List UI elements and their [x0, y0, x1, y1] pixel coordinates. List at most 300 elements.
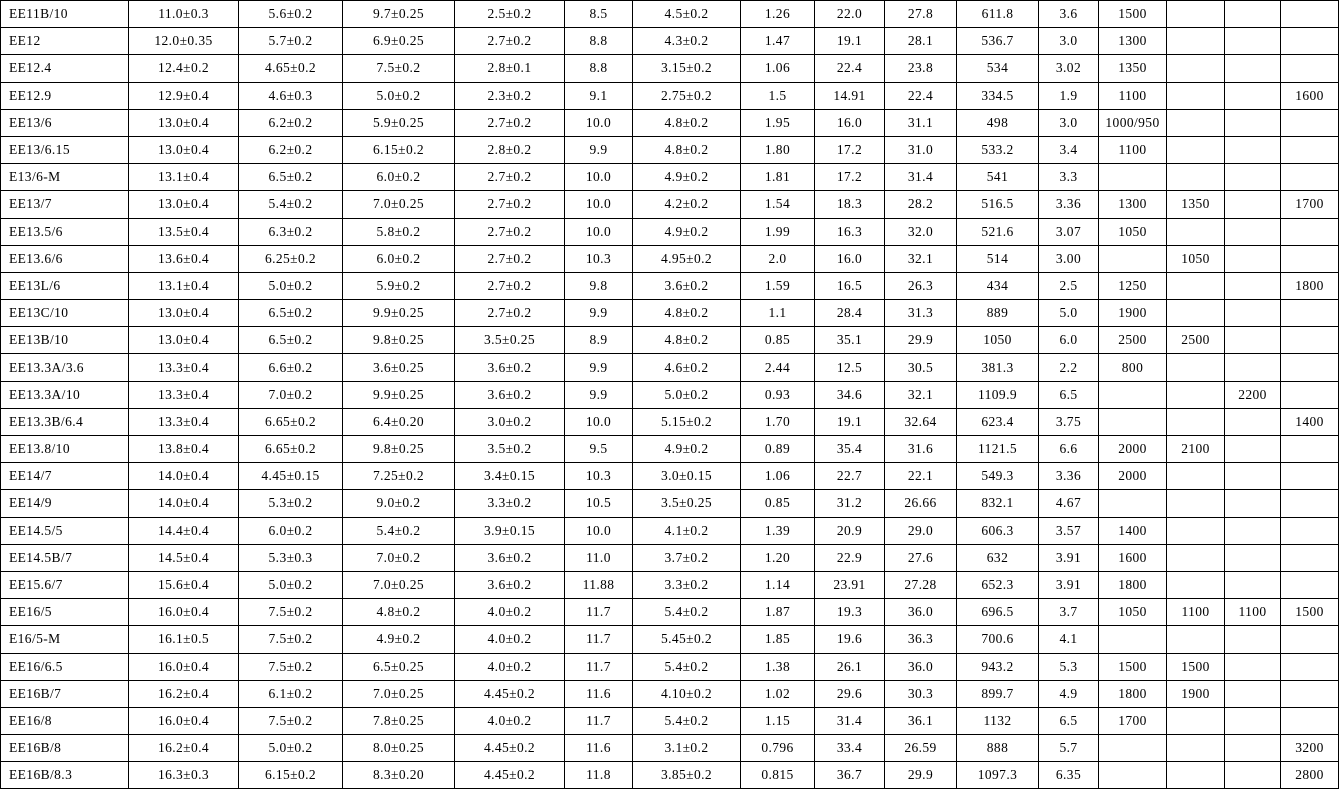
core-type-cell: EE16B/8.3: [1, 762, 129, 789]
data-cell: 534: [957, 55, 1039, 82]
data-cell: 10.0: [565, 218, 633, 245]
data-cell: [1225, 436, 1281, 463]
data-cell: [1225, 327, 1281, 354]
core-type-cell: EE12.9: [1, 82, 129, 109]
data-cell: 22.4: [885, 82, 957, 109]
data-cell: 6.5±0.2: [239, 164, 343, 191]
data-cell: 8.0±0.25: [343, 735, 455, 762]
data-cell: 19.6: [815, 626, 885, 653]
data-cell: 2.7±0.2: [455, 272, 565, 299]
data-cell: 5.4±0.2: [239, 191, 343, 218]
data-cell: 1097.3: [957, 762, 1039, 789]
data-cell: [1281, 680, 1339, 707]
data-cell: 1121.5: [957, 436, 1039, 463]
data-cell: 4.45±0.15: [239, 463, 343, 490]
data-cell: 14.5±0.4: [129, 544, 239, 571]
data-cell: [1281, 109, 1339, 136]
data-cell: 3.5±0.2: [455, 436, 565, 463]
data-cell: 1350: [1167, 191, 1225, 218]
data-cell: 4.8±0.2: [633, 109, 741, 136]
core-type-cell: EE16/8: [1, 707, 129, 734]
data-cell: 4.10±0.2: [633, 680, 741, 707]
data-cell: 5.4±0.2: [343, 517, 455, 544]
core-type-cell: EE13.3A/3.6: [1, 354, 129, 381]
data-cell: 5.15±0.2: [633, 408, 741, 435]
data-cell: 16.3: [815, 218, 885, 245]
data-cell: [1281, 626, 1339, 653]
data-cell: [1281, 490, 1339, 517]
data-cell: 12.4±0.2: [129, 55, 239, 82]
data-cell: 4.0±0.2: [455, 707, 565, 734]
data-cell: [1167, 517, 1225, 544]
core-type-cell: EE16B/7: [1, 680, 129, 707]
data-cell: 1600: [1281, 82, 1339, 109]
data-cell: 1700: [1281, 191, 1339, 218]
data-cell: 3.3: [1039, 164, 1099, 191]
data-cell: 1800: [1099, 680, 1167, 707]
data-cell: 5.0: [1039, 300, 1099, 327]
data-cell: [1167, 463, 1225, 490]
data-cell: 5.0±0.2: [343, 82, 455, 109]
data-cell: 23.8: [885, 55, 957, 82]
data-cell: [1225, 626, 1281, 653]
data-cell: [1281, 381, 1339, 408]
core-type-cell: EE13.3A/10: [1, 381, 129, 408]
data-cell: 6.5: [1039, 707, 1099, 734]
data-cell: 1109.9: [957, 381, 1039, 408]
core-type-cell: EE13/6: [1, 109, 129, 136]
data-cell: 4.9±0.2: [343, 626, 455, 653]
data-cell: 3.36: [1039, 191, 1099, 218]
data-cell: 889: [957, 300, 1039, 327]
data-cell: 6.2±0.2: [239, 109, 343, 136]
data-cell: 10.0: [565, 517, 633, 544]
data-cell: 6.25±0.2: [239, 245, 343, 272]
data-cell: 16.0±0.4: [129, 707, 239, 734]
data-cell: [1167, 164, 1225, 191]
data-cell: 1.38: [741, 653, 815, 680]
data-cell: 6.2±0.2: [239, 136, 343, 163]
data-cell: 29.9: [885, 762, 957, 789]
data-cell: 4.8±0.2: [633, 136, 741, 163]
data-cell: 4.95±0.2: [633, 245, 741, 272]
data-cell: [1167, 354, 1225, 381]
data-cell: 7.5±0.2: [239, 707, 343, 734]
data-cell: 6.15±0.2: [343, 136, 455, 163]
data-cell: 19.1: [815, 408, 885, 435]
data-cell: 13.0±0.4: [129, 109, 239, 136]
data-cell: 9.5: [565, 436, 633, 463]
data-cell: 3.4: [1039, 136, 1099, 163]
data-cell: 1.87: [741, 599, 815, 626]
data-cell: 26.3: [885, 272, 957, 299]
data-cell: 16.5: [815, 272, 885, 299]
data-cell: 1050: [1099, 599, 1167, 626]
table-row: [1, 354, 1339, 381]
data-cell: 6.65±0.2: [239, 408, 343, 435]
data-cell: 1.80: [741, 136, 815, 163]
data-cell: 28.2: [885, 191, 957, 218]
data-cell: 3.57: [1039, 517, 1099, 544]
data-cell: 10.0: [565, 408, 633, 435]
data-cell: 0.93: [741, 381, 815, 408]
table-body: [1, 1, 1339, 789]
table-row: [1, 164, 1339, 191]
data-cell: 17.2: [815, 136, 885, 163]
data-cell: [1281, 218, 1339, 245]
data-cell: [1099, 626, 1167, 653]
data-cell: 1000/950: [1099, 109, 1167, 136]
data-cell: 36.1: [885, 707, 957, 734]
data-cell: 1050: [1099, 218, 1167, 245]
table-row: [1, 408, 1339, 435]
data-cell: 31.1: [885, 109, 957, 136]
data-cell: 11.7: [565, 626, 633, 653]
data-cell: 8.5: [565, 1, 633, 28]
data-cell: 19.3: [815, 599, 885, 626]
data-cell: 6.1±0.2: [239, 680, 343, 707]
data-cell: 3.7: [1039, 599, 1099, 626]
data-cell: 19.1: [815, 28, 885, 55]
data-cell: 2000: [1099, 436, 1167, 463]
data-cell: 4.45±0.2: [455, 680, 565, 707]
data-cell: 36.3: [885, 626, 957, 653]
data-cell: 0.89: [741, 436, 815, 463]
data-cell: 9.9±0.25: [343, 381, 455, 408]
data-cell: 1.99: [741, 218, 815, 245]
data-cell: 3.0±0.15: [633, 463, 741, 490]
data-cell: 32.0: [885, 218, 957, 245]
table-row: [1, 436, 1339, 463]
data-cell: 2.75±0.2: [633, 82, 741, 109]
data-cell: [1225, 653, 1281, 680]
data-cell: 3.07: [1039, 218, 1099, 245]
data-cell: 2.5: [1039, 272, 1099, 299]
data-cell: 12.5: [815, 354, 885, 381]
data-cell: 13.1±0.4: [129, 272, 239, 299]
data-cell: 3.6±0.2: [455, 354, 565, 381]
data-cell: 33.4: [815, 735, 885, 762]
table-row: [1, 272, 1339, 299]
data-cell: 498: [957, 109, 1039, 136]
data-cell: 4.65±0.2: [239, 55, 343, 82]
data-cell: [1167, 1, 1225, 28]
data-cell: 29.0: [885, 517, 957, 544]
data-cell: 31.6: [885, 436, 957, 463]
data-cell: [1167, 82, 1225, 109]
data-cell: [1281, 354, 1339, 381]
data-cell: 13.0±0.4: [129, 191, 239, 218]
core-type-cell: EE12.4: [1, 55, 129, 82]
data-cell: [1225, 191, 1281, 218]
data-cell: [1167, 735, 1225, 762]
data-cell: 1100: [1099, 82, 1167, 109]
data-cell: 1.14: [741, 571, 815, 598]
data-cell: 1.06: [741, 55, 815, 82]
data-cell: 2000: [1099, 463, 1167, 490]
data-cell: [1099, 762, 1167, 789]
data-cell: 1100: [1099, 136, 1167, 163]
data-cell: 1500: [1099, 1, 1167, 28]
data-cell: [1281, 245, 1339, 272]
data-cell: 1250: [1099, 272, 1167, 299]
data-cell: 4.9±0.2: [633, 436, 741, 463]
data-cell: 8.8: [565, 55, 633, 82]
data-cell: 13.0±0.4: [129, 300, 239, 327]
data-cell: 4.8±0.2: [343, 599, 455, 626]
data-cell: 31.2: [815, 490, 885, 517]
data-cell: 3.15±0.2: [633, 55, 741, 82]
data-cell: 11.6: [565, 735, 633, 762]
data-cell: 3.1±0.2: [633, 735, 741, 762]
data-cell: 1400: [1281, 408, 1339, 435]
data-cell: 4.0±0.2: [455, 626, 565, 653]
data-cell: 2500: [1167, 327, 1225, 354]
data-cell: 888: [957, 735, 1039, 762]
data-cell: 13.1±0.4: [129, 164, 239, 191]
data-cell: [1167, 300, 1225, 327]
data-cell: 3.6±0.2: [633, 272, 741, 299]
data-cell: 11.7: [565, 707, 633, 734]
data-cell: 6.5±0.25: [343, 653, 455, 680]
data-cell: 10.0: [565, 191, 633, 218]
data-cell: 1050: [957, 327, 1039, 354]
data-cell: 8.3±0.20: [343, 762, 455, 789]
core-type-cell: EE16/6.5: [1, 653, 129, 680]
table-row: [1, 82, 1339, 109]
data-cell: 10.3: [565, 463, 633, 490]
data-cell: 4.9±0.2: [633, 218, 741, 245]
data-cell: 11.7: [565, 599, 633, 626]
data-cell: [1167, 707, 1225, 734]
data-cell: 11.88: [565, 571, 633, 598]
data-cell: 4.6±0.3: [239, 82, 343, 109]
data-cell: 15.6±0.4: [129, 571, 239, 598]
data-cell: 4.9: [1039, 680, 1099, 707]
data-cell: 7.0±0.2: [343, 544, 455, 571]
data-cell: 1300: [1099, 191, 1167, 218]
data-cell: [1225, 571, 1281, 598]
data-cell: 1.1: [741, 300, 815, 327]
data-cell: [1281, 571, 1339, 598]
data-cell: 16.2±0.4: [129, 735, 239, 762]
table-row: [1, 191, 1339, 218]
data-cell: [1281, 28, 1339, 55]
data-cell: 334.5: [957, 82, 1039, 109]
table-row: [1, 762, 1339, 789]
data-cell: 2.3±0.2: [455, 82, 565, 109]
data-cell: [1225, 28, 1281, 55]
data-cell: 652.3: [957, 571, 1039, 598]
data-cell: [1099, 408, 1167, 435]
data-cell: 3.36: [1039, 463, 1099, 490]
data-cell: 1.20: [741, 544, 815, 571]
data-cell: 13.0±0.4: [129, 136, 239, 163]
data-cell: [1281, 463, 1339, 490]
data-cell: [1225, 707, 1281, 734]
data-cell: 1.39: [741, 517, 815, 544]
data-cell: 549.3: [957, 463, 1039, 490]
data-cell: 14.4±0.4: [129, 517, 239, 544]
data-cell: 5.7: [1039, 735, 1099, 762]
data-cell: 32.1: [885, 245, 957, 272]
data-cell: 7.5±0.2: [239, 626, 343, 653]
data-cell: 14.91: [815, 82, 885, 109]
data-cell: 6.15±0.2: [239, 762, 343, 789]
data-cell: [1281, 55, 1339, 82]
data-cell: 11.7: [565, 653, 633, 680]
data-cell: 29.9: [885, 327, 957, 354]
data-cell: 13.3±0.4: [129, 354, 239, 381]
data-cell: 6.5±0.2: [239, 327, 343, 354]
data-cell: 899.7: [957, 680, 1039, 707]
data-cell: 1.59: [741, 272, 815, 299]
data-cell: 6.0±0.2: [343, 164, 455, 191]
data-cell: 1700: [1099, 707, 1167, 734]
data-cell: 6.5±0.2: [239, 300, 343, 327]
data-cell: 1900: [1099, 300, 1167, 327]
data-cell: 13.3±0.4: [129, 381, 239, 408]
data-cell: 3.91: [1039, 571, 1099, 598]
data-cell: 5.7±0.2: [239, 28, 343, 55]
data-cell: 1100: [1167, 599, 1225, 626]
data-cell: [1225, 218, 1281, 245]
data-cell: 1800: [1099, 571, 1167, 598]
core-type-cell: EE13.6/6: [1, 245, 129, 272]
data-cell: 2.7±0.2: [455, 191, 565, 218]
data-cell: 2.2: [1039, 354, 1099, 381]
data-cell: 16.0: [815, 245, 885, 272]
data-cell: 1.95: [741, 109, 815, 136]
data-cell: 5.45±0.2: [633, 626, 741, 653]
data-cell: 14.0±0.4: [129, 463, 239, 490]
data-cell: 7.25±0.2: [343, 463, 455, 490]
data-cell: 1800: [1281, 272, 1339, 299]
data-cell: [1225, 517, 1281, 544]
core-type-cell: EE14.5B/7: [1, 544, 129, 571]
data-cell: 22.0: [815, 1, 885, 28]
data-cell: 26.66: [885, 490, 957, 517]
data-cell: [1225, 680, 1281, 707]
data-cell: 5.4±0.2: [633, 599, 741, 626]
core-type-cell: EE13C/10: [1, 300, 129, 327]
data-cell: 4.3±0.2: [633, 28, 741, 55]
data-cell: 4.5±0.2: [633, 1, 741, 28]
data-cell: 26.1: [815, 653, 885, 680]
table-row: [1, 626, 1339, 653]
data-cell: 9.9: [565, 381, 633, 408]
data-cell: 10.5: [565, 490, 633, 517]
data-cell: [1225, 1, 1281, 28]
data-cell: 5.0±0.2: [633, 381, 741, 408]
data-cell: 23.91: [815, 571, 885, 598]
data-cell: [1167, 762, 1225, 789]
core-type-cell: EE13/7: [1, 191, 129, 218]
data-cell: 3.0: [1039, 28, 1099, 55]
core-type-cell: EE13B/10: [1, 327, 129, 354]
data-cell: 34.6: [815, 381, 885, 408]
table-row: [1, 735, 1339, 762]
data-cell: 35.4: [815, 436, 885, 463]
data-cell: 22.4: [815, 55, 885, 82]
data-cell: 536.7: [957, 28, 1039, 55]
data-cell: 9.9: [565, 354, 633, 381]
data-cell: 2.7±0.2: [455, 218, 565, 245]
table-row: [1, 109, 1339, 136]
data-cell: [1167, 28, 1225, 55]
data-cell: 9.0±0.2: [343, 490, 455, 517]
data-cell: 1050: [1167, 245, 1225, 272]
table-row: [1, 55, 1339, 82]
table-row: [1, 1, 1339, 28]
data-cell: 2800: [1281, 762, 1339, 789]
data-cell: 6.35: [1039, 762, 1099, 789]
data-cell: 7.5±0.2: [343, 55, 455, 82]
core-type-cell: EE13/6.15: [1, 136, 129, 163]
core-type-cell: EE14/9: [1, 490, 129, 517]
data-cell: 3.7±0.2: [633, 544, 741, 571]
data-cell: 6.5: [1039, 381, 1099, 408]
data-cell: 30.5: [885, 354, 957, 381]
data-cell: 36.0: [885, 599, 957, 626]
data-cell: 18.3: [815, 191, 885, 218]
data-cell: 3.6: [1039, 1, 1099, 28]
data-cell: 2.7±0.2: [455, 164, 565, 191]
data-cell: [1167, 109, 1225, 136]
data-cell: 16.0±0.4: [129, 653, 239, 680]
data-cell: 7.0±0.25: [343, 191, 455, 218]
data-cell: 27.8: [885, 1, 957, 28]
data-cell: [1225, 136, 1281, 163]
data-cell: 9.9±0.25: [343, 300, 455, 327]
data-cell: 7.0±0.2: [239, 381, 343, 408]
data-cell: 9.8±0.25: [343, 327, 455, 354]
data-cell: 6.9±0.25: [343, 28, 455, 55]
core-type-cell: EE16/5: [1, 599, 129, 626]
table-row: [1, 680, 1339, 707]
data-cell: 28.4: [815, 300, 885, 327]
data-cell: 1132: [957, 707, 1039, 734]
data-cell: 3.5±0.25: [455, 327, 565, 354]
data-cell: 27.28: [885, 571, 957, 598]
data-cell: 16.0: [815, 109, 885, 136]
data-cell: 22.9: [815, 544, 885, 571]
data-cell: [1281, 544, 1339, 571]
data-cell: [1225, 300, 1281, 327]
data-cell: 5.8±0.2: [343, 218, 455, 245]
data-cell: 7.0±0.25: [343, 680, 455, 707]
data-cell: [1225, 544, 1281, 571]
data-cell: [1225, 109, 1281, 136]
data-cell: 4.0±0.2: [455, 653, 565, 680]
data-cell: 36.0: [885, 653, 957, 680]
data-cell: [1167, 272, 1225, 299]
data-cell: 611.8: [957, 1, 1039, 28]
data-cell: 11.8: [565, 762, 633, 789]
data-cell: [1099, 245, 1167, 272]
data-cell: 3.0±0.2: [455, 408, 565, 435]
data-cell: [1281, 300, 1339, 327]
core-type-cell: EE13.3B/6.4: [1, 408, 129, 435]
data-cell: 943.2: [957, 653, 1039, 680]
data-cell: [1225, 272, 1281, 299]
data-cell: 3.85±0.2: [633, 762, 741, 789]
data-cell: 5.0±0.2: [239, 571, 343, 598]
data-cell: [1167, 571, 1225, 598]
data-cell: [1225, 490, 1281, 517]
data-cell: 2.0: [741, 245, 815, 272]
data-cell: 0.796: [741, 735, 815, 762]
